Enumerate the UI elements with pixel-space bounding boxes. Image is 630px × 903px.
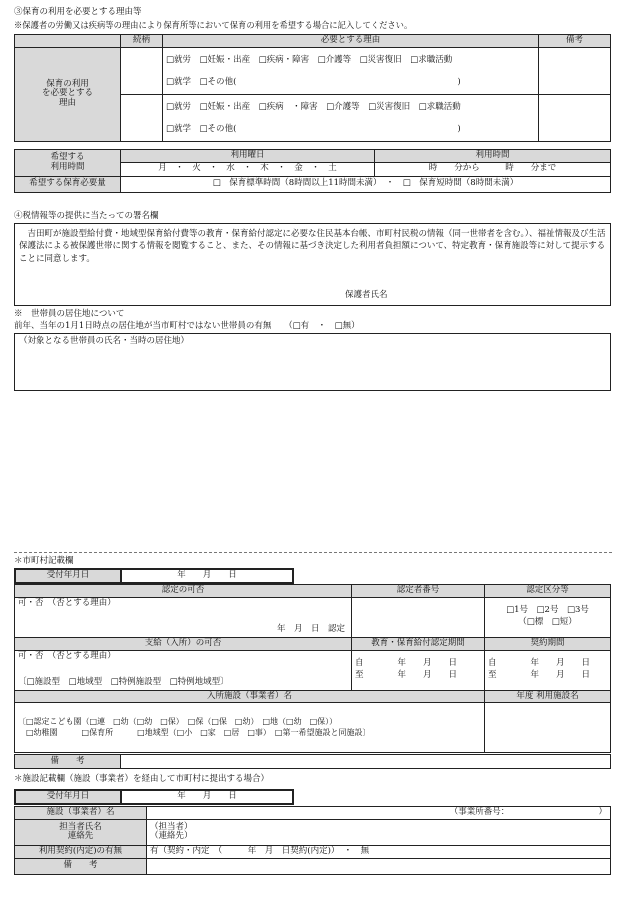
residence-question[interactable]: 前年、当年の1月1日時点の居住地が当市町村ではない世帯員の有無 （□有 ・ □無）: [14, 321, 360, 331]
muni-remarks-label: 備 考: [15, 755, 121, 769]
year-facility-cell[interactable]: [485, 703, 611, 753]
payment-line[interactable]: 可・否 （否とする理由）: [18, 650, 116, 661]
reason-row-label: 保育の利用 を必要とする 理由: [15, 47, 121, 141]
period-header: 教育・保育給付認定期間: [352, 637, 485, 650]
consent-box: [14, 223, 611, 306]
category-options-1[interactable]: □1号 □2号 □3号: [506, 605, 589, 616]
category-header: 認定区分等: [485, 585, 611, 598]
relation-cell-1[interactable]: [121, 47, 163, 94]
reason-options-1a[interactable]: □就労 □妊娠・出産 □疾病・障害 □介護等 □災害復旧 □求職活動: [166, 54, 453, 65]
reason-table: [14, 34, 611, 142]
residence-box[interactable]: [14, 333, 611, 391]
reason-options-1b[interactable]: □就学 □その他( ): [166, 76, 461, 87]
muni-table: [14, 584, 611, 753]
facility-table: [14, 806, 611, 875]
approver-number-cell[interactable]: [352, 597, 485, 637]
facility-received-table: [14, 789, 294, 805]
contract-field[interactable]: 有（契約・内定 （ 年 月 日契約(内定)） ・ 無: [147, 845, 611, 858]
col-relation: 続柄: [121, 35, 163, 48]
reason-options-2b[interactable]: □就学 □その他( ): [166, 123, 461, 134]
facility-remarks-label: 備 考: [15, 858, 147, 874]
hope-time-table: [14, 149, 611, 193]
facility-header: 入所施設（事業者）名: [15, 690, 485, 703]
contact-label: 担当者氏名 連絡先: [15, 819, 147, 845]
sec3-title: ③保育の利用を必要とする理由等: [14, 7, 142, 17]
sec3-note: ※保護者の労働又は疾病等の理由により保育所等において保育の利用を希望する場合に記入してください。: [14, 20, 413, 30]
muni-received-table: [14, 568, 294, 584]
approver-number-header: 認定者番号: [352, 585, 485, 598]
amount-label: 希望する保育必要量: [15, 176, 121, 192]
payment-header: 支給（入所）の可否: [15, 637, 352, 650]
consent-text: 吉田町が施設型給付費・地域型保育給付費等の教育・保育給付認定に必要な住民基本台帳、市町村民税の情報（同一世帯者を含む。）、福祉情報及び生活保護法による被保護世帯に関する情報を閲覧すること、また、その情報に基づき決定した利用者負担額について、特定教育・保育施設等に対して提示することに同意します。: [19, 229, 606, 264]
period-to[interactable]: 至 年 月 日: [355, 670, 458, 681]
muni-remarks-cell[interactable]: [121, 755, 611, 769]
contract-from[interactable]: 自 年 月 日: [488, 658, 591, 669]
col-remarks: 備考: [539, 35, 611, 48]
muni-title: ＊市町村記載欄: [14, 556, 74, 566]
days-header: 利用曜日: [121, 150, 375, 163]
residence-title: ※ 世帯員の居住地について: [14, 309, 125, 319]
sec4-title: ④税情報等の提供に当たっての署名欄: [14, 211, 159, 221]
contract-to[interactable]: 至 年 月 日: [488, 670, 591, 681]
category-options-2[interactable]: （□標 □短）: [518, 617, 577, 628]
cut-line: [14, 552, 612, 553]
facility-received-value[interactable]: 年 月 日: [121, 790, 293, 804]
muni-remarks-table: [14, 754, 611, 769]
period-from[interactable]: 自 年 月 日: [355, 658, 458, 669]
days-options[interactable]: 月 ・ 火 ・ 水 ・ 木 ・ 金 ・ 土: [121, 162, 375, 176]
facility-options-1[interactable]: 〔□認定こども園（□連 □幼（□幼 □保） □保（□保 □幼） □地（□幼 □保））: [18, 717, 338, 726]
reason-options-2a[interactable]: □就労 □妊娠・出産 □疾病 ・障害 □介護等 □災害復旧 □求職活動: [166, 101, 461, 112]
year-facility-header: 年度 利用施設名: [485, 690, 611, 703]
approval-date[interactable]: 年 月 日 認定: [276, 624, 345, 634]
muni-received-value[interactable]: 年 月 日: [121, 569, 293, 583]
facility-options-2[interactable]: □幼稚園 □保育所 □地域型（□小 □家 □居 □事） □第一希望施設と同施設〕: [18, 727, 371, 737]
contract-label: 利用契約(内定)の有無: [15, 845, 147, 858]
muni-received-label: 受付年月日: [15, 569, 121, 583]
remarks-cell-2[interactable]: [539, 94, 611, 141]
contract-period-header: 契約期間: [485, 637, 611, 650]
contact-field[interactable]: （担当者） （連絡先）: [147, 819, 611, 845]
office-number-field[interactable]: （事業所番号： ）: [147, 807, 611, 820]
facility-name-label: 施設（事業者）名: [15, 807, 147, 820]
facility-sec-title: ＊施設記載欄（施設（事業者）を経由して市町村に提出する場合）: [14, 774, 270, 784]
payment-types[interactable]: 〔□施設型 □地域型 □特例施設型 □特例地域型〕: [18, 676, 229, 687]
approval-line[interactable]: 可・否 （否とする理由）: [18, 597, 116, 608]
hope-time-label: 希望する 利用時間: [15, 150, 121, 177]
time-input[interactable]: 時 分から 時 分まで: [375, 162, 611, 176]
remarks-cell-1[interactable]: [539, 47, 611, 94]
time-header: 利用時間: [375, 150, 611, 163]
amount-options[interactable]: □ 保育標準時間（8時間以上11時間未満） ・ □ 保育短時間（8時間未満）: [121, 176, 611, 192]
approval-header: 認定の可否: [15, 585, 352, 598]
col-reason: 必要とする理由: [163, 35, 539, 48]
relation-cell-2[interactable]: [121, 94, 163, 141]
facility-received-label: 受付年月日: [15, 790, 121, 804]
facility-remarks-cell[interactable]: [147, 858, 611, 874]
guardian-name-label: 保護者氏名: [345, 290, 388, 300]
residence-box-label: （対象となる世帯員の氏名・当時の居住地）: [19, 336, 190, 346]
